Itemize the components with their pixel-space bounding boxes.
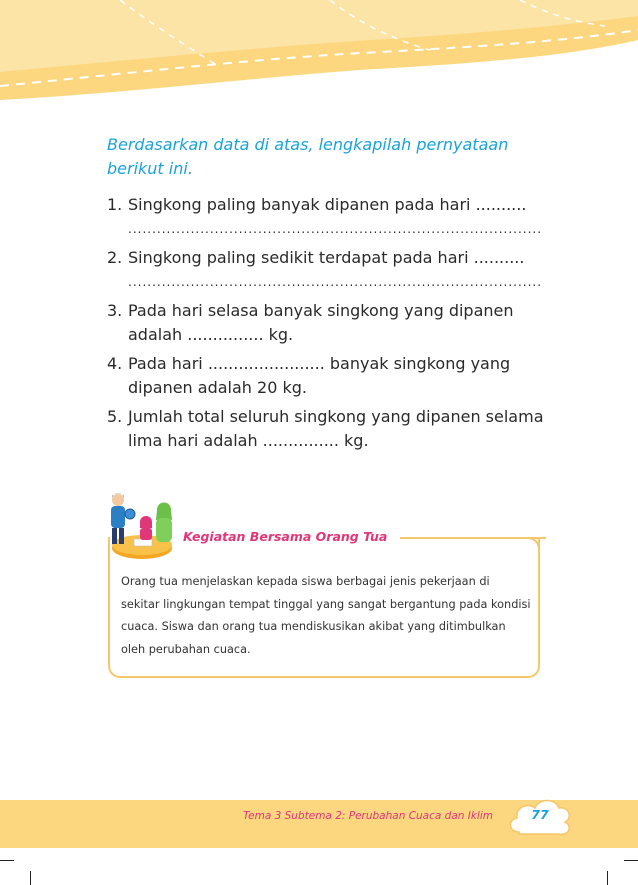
answer-dotted-line: ...................................................................................... bbox=[128, 275, 543, 289]
instruction-line-1: Berdasarkan data di atas, lengkapilah pernyataan bbox=[107, 135, 509, 154]
question-item bbox=[107, 405, 557, 453]
crop-mark bbox=[30, 871, 31, 885]
question-number: 2. bbox=[107, 248, 123, 267]
footer-title: Tema 3 Subtema 2: Perubahan Cuaca dan Iklim bbox=[243, 810, 493, 822]
answer-dotted-line: ...................................................................................... bbox=[128, 222, 543, 236]
header-wave-decoration bbox=[0, 0, 638, 110]
question-item bbox=[107, 299, 557, 347]
question-item bbox=[107, 193, 557, 241]
question-number: 4. bbox=[107, 354, 123, 373]
question-text: Jumlah total seluruh singkong yang dipanen selama lima hari adalah ............... kg. bbox=[128, 407, 544, 450]
question-number: 5. bbox=[107, 407, 123, 426]
instruction-heading bbox=[107, 133, 557, 181]
question-text: Pada hari selasa banyak singkong yang dipanen adalah ............... kg. bbox=[128, 301, 514, 344]
activity-title: Kegiatan Bersama Orang Tua bbox=[183, 529, 388, 544]
question-text: Pada hari ....................... banyak singkong yang dipanen adalah 20 kg. bbox=[128, 354, 511, 397]
crop-mark bbox=[624, 860, 638, 861]
question-text: Singkong paling sedikit terdapat pada hari .......... bbox=[128, 248, 525, 267]
question-text: Singkong paling banyak dipanen pada hari .......... bbox=[128, 195, 527, 214]
question-list bbox=[107, 193, 557, 458]
question-item bbox=[107, 352, 557, 400]
activity-text: Orang tua menjelaskan kepada siswa berbagai jenis pekerjaan di sekitar lingkungan tempat tinggal yang sangat bergantung pada kondisi cuaca. Siswa dan orang tua mendiskusikan akibat yang ditimbulkan oleh perubahan cuaca. bbox=[121, 575, 531, 656]
page-number: 77 bbox=[531, 807, 549, 822]
question-number: 3. bbox=[107, 301, 123, 320]
crop-mark bbox=[0, 860, 14, 861]
question-number: 1. bbox=[107, 195, 123, 214]
crop-mark bbox=[607, 871, 608, 885]
instruction-line-2: berikut ini. bbox=[107, 159, 193, 178]
activity-title-rule bbox=[400, 537, 546, 539]
question-item bbox=[107, 246, 557, 294]
